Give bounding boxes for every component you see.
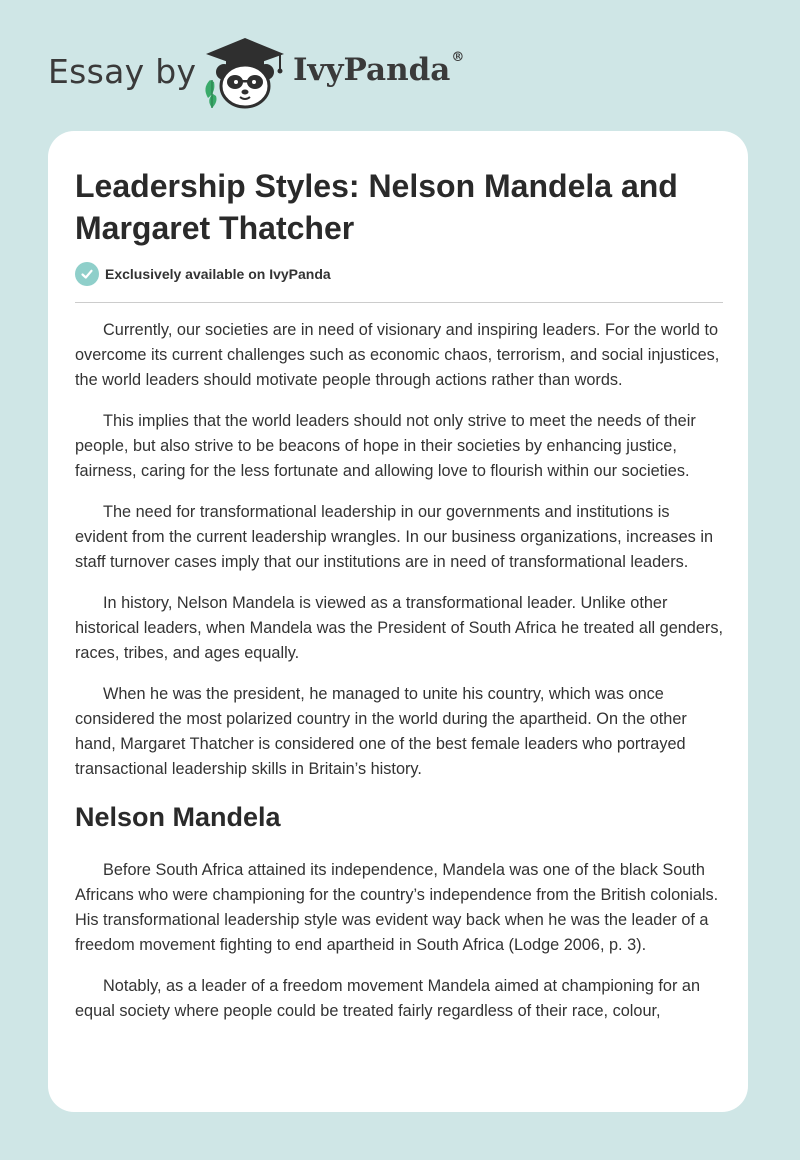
section-heading: Nelson Mandela [75, 802, 281, 832]
exclusive-label: Exclusively available on IvyPanda [105, 266, 331, 282]
brand-name[interactable] [293, 52, 464, 88]
article-title: Leadership Styles: Nelson Mandela and Margaret Thatcher [75, 168, 678, 246]
paragraph: Before South Africa attained its independence, Mandela was one of the black South Africans who were championing for the country’s independence from the British colonials. His transformational leadership style was evident way back when he was the leader of a freedom movement fighting to end apartheid in South Africa (Lodge 2006, p. 3). [75, 861, 719, 954]
paragraph: Notably, as a leader of a freedom movement Mandela aimed at championing for an equal society where people could be treated fairly regardless of their race, colour, [75, 977, 701, 1020]
registered-mark: ® [451, 50, 465, 65]
article-body [75, 318, 725, 1040]
divider [75, 302, 723, 303]
paragraph: In history, Nelson Mandela is viewed as a transformational leader. Unlike other historical leaders, when Mandela was the President of South Africa he treated all genders, races, tribes, and ages equally. [75, 594, 724, 662]
brand-label: IvyPanda [293, 52, 451, 88]
site-header [0, 0, 800, 130]
paragraph: When he was the president, he managed to unite his country, which was once considered the most polarized country in the world during the apartheid. On the other hand, Margaret Thatcher is considered one of the best female leaders who portrayed transactional leadership skills in Britain’s history. [75, 685, 687, 778]
panda-logo-icon[interactable] [200, 36, 290, 110]
paragraph: This implies that the world leaders should not only strive to meet the needs of their people, but also strive to be beacons of hope in their societies by enhancing justice, fairness, caring for the less fortunate and allowing love to flourish within our societies. [75, 412, 696, 480]
essay-by-label: Essay by [48, 52, 197, 91]
paragraph: The need for transformational leadership in our governments and institutions is evident from the current leadership wrangles. In our business organizations, increases in staff turnover cases imply that our institutions are in need of transformational leaders. [75, 503, 714, 571]
paragraph: Currently, our societies are in need of visionary and inspiring leaders. For the world to overcome its current challenges such as economic chaos, terrorism, and social injustices, the world leaders should motivate people through actions rather than words. [75, 321, 720, 389]
exclusive-badge [75, 262, 331, 286]
article-card [48, 131, 748, 1112]
check-circle-icon [75, 262, 99, 286]
